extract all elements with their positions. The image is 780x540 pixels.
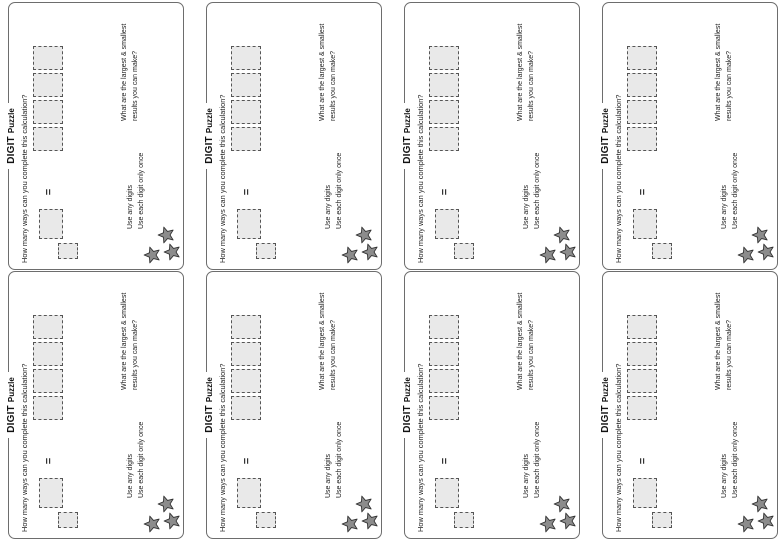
card-question: How many ways can you complete this calculation? <box>416 363 425 532</box>
rule-any-digits: Use any digits <box>523 185 530 229</box>
card-title-word: DIGIT <box>204 405 215 433</box>
digit-puzzle-card <box>8 2 184 270</box>
card-rules <box>125 388 147 498</box>
card-rules <box>521 119 543 229</box>
card-title-sub: Puzzle <box>601 108 610 134</box>
equals-sign: = <box>439 457 451 465</box>
card-slot <box>8 271 184 539</box>
card-title <box>1 3 19 269</box>
star-icon <box>757 243 775 261</box>
card-rules <box>719 119 741 229</box>
card-title <box>199 3 217 269</box>
card-question: How many ways can you complete this calculation? <box>614 94 623 263</box>
star-icon <box>751 226 769 244</box>
digit-box-result-2[interactable] <box>33 100 63 124</box>
rule-each-digit-once: Use each digit only once <box>336 421 343 498</box>
card-extension-question: What are the largest & smallest results you can make? <box>517 292 535 390</box>
rule-each-digit-once: Use each digit only once <box>138 152 145 229</box>
card-title-sub: Puzzle <box>601 377 610 403</box>
digit-puzzle-card <box>8 271 184 539</box>
card-slot <box>206 2 382 270</box>
equals-sign: = <box>241 457 253 465</box>
equals-sign: = <box>637 457 649 465</box>
card-question: How many ways can you complete this calculation? <box>614 363 623 532</box>
card-title-sub: Puzzle <box>205 377 214 403</box>
star-icon <box>737 515 755 533</box>
star-icon <box>539 246 557 264</box>
equals-sign: = <box>439 188 451 196</box>
digit-box-result-4[interactable] <box>33 46 63 70</box>
rule-each-digit-once: Use each digit only once <box>534 152 541 229</box>
star-icon <box>757 512 775 530</box>
card-slot <box>602 2 778 270</box>
card-extension-question: What are the largest & smallest results you can make? <box>319 292 337 390</box>
card-title <box>595 272 613 538</box>
digit-box-operand-large[interactable] <box>633 209 657 239</box>
rule-any-digits: Use any digits <box>523 454 530 498</box>
card-title-word: DIGIT <box>402 405 413 433</box>
digit-box-result-4[interactable] <box>627 315 657 339</box>
card-slot <box>206 271 382 539</box>
digit-puzzle-card <box>602 2 778 270</box>
star-icon <box>539 515 557 533</box>
digit-box-result-2[interactable] <box>231 369 261 393</box>
star-icon <box>355 495 373 513</box>
digit-box-operand-small[interactable] <box>256 243 276 259</box>
card-extension-question: What are the largest & smallest results you can make? <box>121 292 139 390</box>
digit-box-result-3[interactable] <box>627 73 657 97</box>
card-slot <box>404 2 580 270</box>
equals-sign: = <box>43 188 55 196</box>
digit-box-result-1[interactable] <box>429 396 459 420</box>
card-extension-question: What are the largest & smallest results you can make? <box>517 23 535 121</box>
rule-any-digits: Use any digits <box>127 454 134 498</box>
card-question: How many ways can you complete this calculation? <box>218 363 227 532</box>
star-icon <box>157 226 175 244</box>
star-icon <box>341 246 359 264</box>
card-extension-question: What are the largest & smallest results you can make? <box>715 23 733 121</box>
equals-sign: = <box>241 188 253 196</box>
star-icon <box>355 226 373 244</box>
star-icon <box>163 512 181 530</box>
rule-each-digit-once: Use each digit only once <box>138 421 145 498</box>
digit-box-result-3[interactable] <box>429 342 459 366</box>
card-title-word: DIGIT <box>204 136 215 164</box>
digit-box-result-4[interactable] <box>33 315 63 339</box>
digit-box-result-3[interactable] <box>33 342 63 366</box>
card-title-word: DIGIT <box>6 136 17 164</box>
digit-box-result-2[interactable] <box>627 100 657 124</box>
rule-any-digits: Use any digits <box>721 185 728 229</box>
star-icon <box>553 495 571 513</box>
equals-sign: = <box>637 188 649 196</box>
card-title-sub: Puzzle <box>403 377 412 403</box>
star-icon <box>559 512 577 530</box>
digit-box-operand-small[interactable] <box>256 512 276 528</box>
digit-box-result-3[interactable] <box>33 73 63 97</box>
card-title <box>397 272 415 538</box>
digit-box-result-1[interactable] <box>429 127 459 151</box>
digit-box-result-2[interactable] <box>429 369 459 393</box>
digit-box-result-2[interactable] <box>627 369 657 393</box>
digit-box-result-4[interactable] <box>429 46 459 70</box>
rule-each-digit-once: Use each digit only once <box>534 421 541 498</box>
card-rules <box>719 388 741 498</box>
digit-box-operand-small[interactable] <box>454 512 474 528</box>
card-rules <box>521 388 543 498</box>
star-icon <box>341 515 359 533</box>
digit-box-result-3[interactable] <box>429 73 459 97</box>
digit-box-result-1[interactable] <box>231 127 261 151</box>
card-question: How many ways can you complete this calculation? <box>20 363 29 532</box>
digit-box-result-4[interactable] <box>231 315 261 339</box>
card-extension-question: What are the largest & smallest results you can make? <box>121 23 139 121</box>
card-title-word: DIGIT <box>600 405 611 433</box>
digit-box-result-4[interactable] <box>627 46 657 70</box>
digit-box-result-4[interactable] <box>231 46 261 70</box>
digit-box-result-3[interactable] <box>231 342 261 366</box>
star-icon <box>737 246 755 264</box>
digit-puzzle-card <box>404 271 580 539</box>
digit-box-result-3[interactable] <box>627 342 657 366</box>
card-title-sub: Puzzle <box>7 377 16 403</box>
star-icon <box>157 495 175 513</box>
rule-each-digit-once: Use each digit only once <box>336 152 343 229</box>
digit-box-operand-small[interactable] <box>652 243 672 259</box>
card-question: How many ways can you complete this calculation? <box>20 94 29 263</box>
card-extension-question: What are the largest & smallest results you can make? <box>715 292 733 390</box>
digit-box-operand-small[interactable] <box>58 243 78 259</box>
card-title <box>397 3 415 269</box>
digit-box-result-2[interactable] <box>429 100 459 124</box>
star-icon <box>361 243 379 261</box>
digit-box-operand-large[interactable] <box>237 209 261 239</box>
star-icon <box>143 246 161 264</box>
digit-box-result-1[interactable] <box>627 396 657 420</box>
digit-box-result-1[interactable] <box>33 127 63 151</box>
card-slot <box>404 271 580 539</box>
card-rules <box>323 119 345 229</box>
digit-box-result-1[interactable] <box>627 127 657 151</box>
card-title-word: DIGIT <box>6 405 17 433</box>
card-rules <box>125 119 147 229</box>
star-icon <box>553 226 571 244</box>
digit-box-operand-large[interactable] <box>435 209 459 239</box>
card-title-sub: Puzzle <box>205 108 214 134</box>
digit-box-result-3[interactable] <box>231 73 261 97</box>
digit-puzzle-card <box>206 271 382 539</box>
rule-each-digit-once: Use each digit only once <box>732 421 739 498</box>
digit-box-operand-large[interactable] <box>435 478 459 508</box>
card-title <box>1 272 19 538</box>
card-title-word: DIGIT <box>402 136 413 164</box>
digit-box-operand-small[interactable] <box>652 512 672 528</box>
digit-box-result-1[interactable] <box>231 396 261 420</box>
digit-box-operand-large[interactable] <box>633 478 657 508</box>
card-title-sub: Puzzle <box>403 108 412 134</box>
digit-box-operand-large[interactable] <box>39 209 63 239</box>
card-title <box>199 272 217 538</box>
card-slot <box>8 2 184 270</box>
equals-sign: = <box>43 457 55 465</box>
card-question: How many ways can you complete this calculation? <box>416 94 425 263</box>
star-icon <box>361 512 379 530</box>
digit-puzzle-card <box>404 2 580 270</box>
digit-box-result-2[interactable] <box>33 369 63 393</box>
card-title <box>595 3 613 269</box>
rule-any-digits: Use any digits <box>721 454 728 498</box>
star-icon <box>559 243 577 261</box>
card-slot <box>602 271 778 539</box>
digit-box-result-1[interactable] <box>33 396 63 420</box>
card-question: How many ways can you complete this calculation? <box>218 94 227 263</box>
card-title-word: DIGIT <box>600 136 611 164</box>
digit-box-operand-small[interactable] <box>454 243 474 259</box>
digit-box-operand-small[interactable] <box>58 512 78 528</box>
card-extension-question: What are the largest & smallest results you can make? <box>319 23 337 121</box>
card-title-sub: Puzzle <box>7 108 16 134</box>
star-icon <box>143 515 161 533</box>
digit-puzzle-card <box>602 271 778 539</box>
digit-box-result-4[interactable] <box>429 315 459 339</box>
rule-any-digits: Use any digits <box>325 185 332 229</box>
star-icon <box>751 495 769 513</box>
digit-puzzle-card <box>206 2 382 270</box>
digit-box-operand-large[interactable] <box>39 478 63 508</box>
digit-box-result-2[interactable] <box>231 100 261 124</box>
rule-any-digits: Use any digits <box>127 185 134 229</box>
digit-box-operand-large[interactable] <box>237 478 261 508</box>
star-icon <box>163 243 181 261</box>
rule-any-digits: Use any digits <box>325 454 332 498</box>
rule-each-digit-once: Use each digit only once <box>732 152 739 229</box>
card-rules <box>323 388 345 498</box>
